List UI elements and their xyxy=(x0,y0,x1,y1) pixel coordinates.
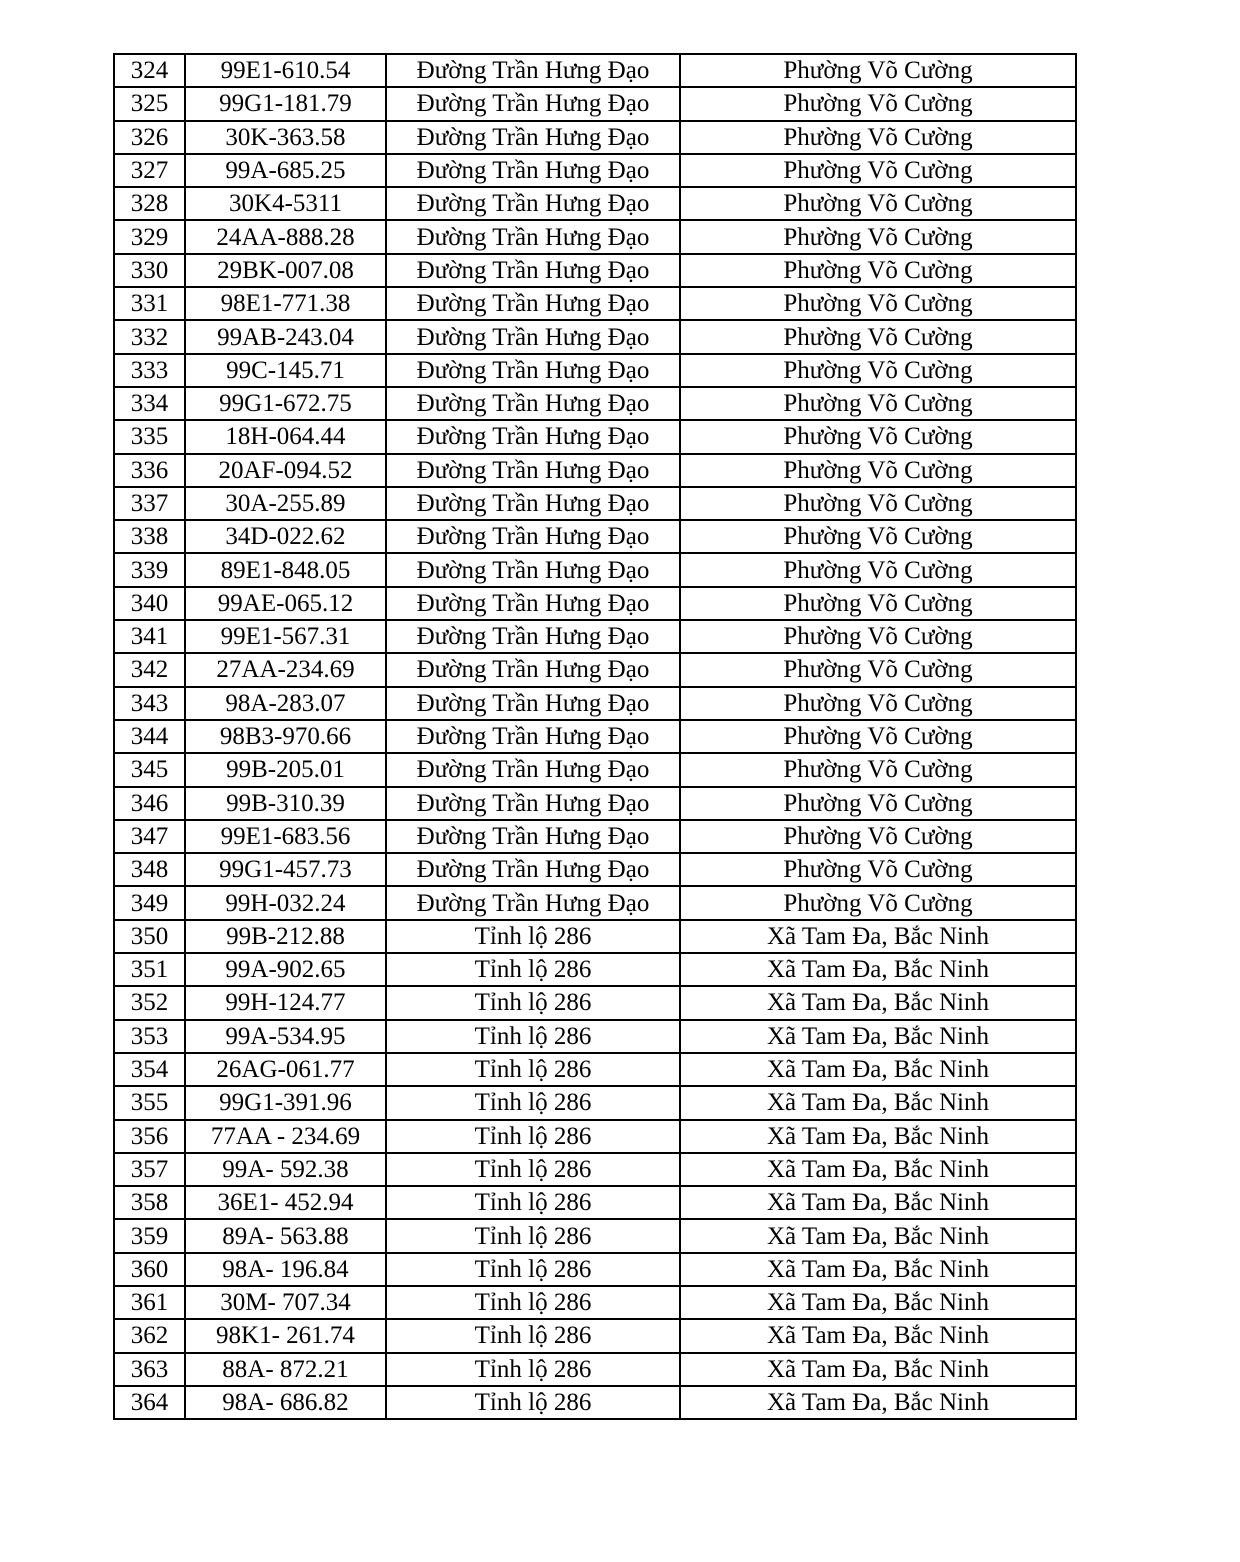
table-row xyxy=(114,121,1076,154)
road-cell: Tỉnh lộ 286 xyxy=(386,1386,680,1419)
ward-cell: Phường Võ Cường xyxy=(680,454,1076,487)
table-row xyxy=(114,354,1076,387)
table-row xyxy=(114,587,1076,620)
license-plate-cell: 27AA-234.69 xyxy=(185,653,386,686)
row-number-cell: 343 xyxy=(114,687,185,720)
road-cell: Đường Trần Hưng Đạo xyxy=(386,587,680,620)
row-number-cell: 350 xyxy=(114,920,185,953)
table-row xyxy=(114,1020,1076,1053)
row-number-cell: 347 xyxy=(114,820,185,853)
ward-cell: Phường Võ Cường xyxy=(680,121,1076,154)
table-row xyxy=(114,653,1076,686)
table-row xyxy=(114,687,1076,720)
license-plate-cell: 99G1-181.79 xyxy=(185,87,386,120)
ward-cell: Xã Tam Đa, Bắc Ninh xyxy=(680,1253,1076,1286)
table-row xyxy=(114,220,1076,253)
row-number-cell: 340 xyxy=(114,587,185,620)
row-number-cell: 358 xyxy=(114,1186,185,1219)
row-number-cell: 339 xyxy=(114,553,185,586)
road-cell: Tỉnh lộ 286 xyxy=(386,953,680,986)
row-number-cell: 332 xyxy=(114,320,185,353)
ward-cell: Xã Tam Đa, Bắc Ninh xyxy=(680,953,1076,986)
road-cell: Đường Trần Hưng Đạo xyxy=(386,720,680,753)
license-plate-cell: 99E1-567.31 xyxy=(185,620,386,653)
row-number-cell: 348 xyxy=(114,853,185,886)
ward-cell: Phường Võ Cường xyxy=(680,354,1076,387)
road-cell: Đường Trần Hưng Đạo xyxy=(386,553,680,586)
license-plate-cell: 99A-685.25 xyxy=(185,154,386,187)
license-plate-cell: 88A- 872.21 xyxy=(185,1353,386,1386)
license-plate-cell: 99A- 592.38 xyxy=(185,1153,386,1186)
table-row xyxy=(114,753,1076,786)
license-plate-cell: 99AB-243.04 xyxy=(185,320,386,353)
road-cell: Đường Trần Hưng Đạo xyxy=(386,387,680,420)
row-number-cell: 361 xyxy=(114,1286,185,1319)
road-cell: Đường Trần Hưng Đạo xyxy=(386,520,680,553)
ward-cell: Phường Võ Cường xyxy=(680,886,1076,919)
ward-cell: Xã Tam Đa, Bắc Ninh xyxy=(680,1053,1076,1086)
table-row xyxy=(114,720,1076,753)
license-plate-cell: 77AA - 234.69 xyxy=(185,1120,386,1153)
license-plate-cell: 99C-145.71 xyxy=(185,354,386,387)
road-cell: Đường Trần Hưng Đạo xyxy=(386,886,680,919)
road-cell: Tỉnh lộ 286 xyxy=(386,1053,680,1086)
row-number-cell: 346 xyxy=(114,787,185,820)
ward-cell: Phường Võ Cường xyxy=(680,54,1076,87)
row-number-cell: 363 xyxy=(114,1353,185,1386)
road-cell: Đường Trần Hưng Đạo xyxy=(386,154,680,187)
row-number-cell: 329 xyxy=(114,220,185,253)
row-number-cell: 356 xyxy=(114,1120,185,1153)
row-number-cell: 334 xyxy=(114,387,185,420)
ward-cell: Phường Võ Cường xyxy=(680,720,1076,753)
license-plate-cell: 89A- 563.88 xyxy=(185,1219,386,1252)
ward-cell: Phường Võ Cường xyxy=(680,87,1076,120)
row-number-cell: 338 xyxy=(114,520,185,553)
row-number-cell: 325 xyxy=(114,87,185,120)
row-number-cell: 327 xyxy=(114,154,185,187)
table-row xyxy=(114,320,1076,353)
ward-cell: Phường Võ Cường xyxy=(680,587,1076,620)
road-cell: Đường Trần Hưng Đạo xyxy=(386,454,680,487)
license-plate-cell: 89E1-848.05 xyxy=(185,553,386,586)
row-number-cell: 333 xyxy=(114,354,185,387)
license-plate-cell: 99A-902.65 xyxy=(185,953,386,986)
table-row xyxy=(114,1286,1076,1319)
license-plate-cell: 99E1-683.56 xyxy=(185,820,386,853)
table-row xyxy=(114,1219,1076,1252)
road-cell: Đường Trần Hưng Đạo xyxy=(386,320,680,353)
row-number-cell: 330 xyxy=(114,254,185,287)
ward-cell: Phường Võ Cường xyxy=(680,420,1076,453)
table-row xyxy=(114,853,1076,886)
row-number-cell: 335 xyxy=(114,420,185,453)
road-cell: Đường Trần Hưng Đạo xyxy=(386,653,680,686)
table-row xyxy=(114,953,1076,986)
license-plate-cell: 29BK-007.08 xyxy=(185,254,386,287)
ward-cell: Xã Tam Đa, Bắc Ninh xyxy=(680,1153,1076,1186)
road-cell: Tỉnh lộ 286 xyxy=(386,1319,680,1352)
license-plate-cell: 24AA-888.28 xyxy=(185,220,386,253)
license-plate-cell: 99E1-610.54 xyxy=(185,54,386,87)
ward-cell: Phường Võ Cường xyxy=(680,154,1076,187)
road-cell: Đường Trần Hưng Đạo xyxy=(386,753,680,786)
license-plate-cell: 98A-283.07 xyxy=(185,687,386,720)
ward-cell: Xã Tam Đa, Bắc Ninh xyxy=(680,1086,1076,1119)
table-row xyxy=(114,454,1076,487)
ward-cell: Phường Võ Cường xyxy=(680,254,1076,287)
table-row xyxy=(114,387,1076,420)
row-number-cell: 336 xyxy=(114,454,185,487)
license-plate-cell: 99G1-672.75 xyxy=(185,387,386,420)
ward-cell: Phường Võ Cường xyxy=(680,287,1076,320)
road-cell: Đường Trần Hưng Đạo xyxy=(386,287,680,320)
ward-cell: Xã Tam Đa, Bắc Ninh xyxy=(680,1286,1076,1319)
ward-cell: Xã Tam Đa, Bắc Ninh xyxy=(680,1353,1076,1386)
ward-cell: Xã Tam Đa, Bắc Ninh xyxy=(680,1120,1076,1153)
license-plate-cell: 98A- 196.84 xyxy=(185,1253,386,1286)
license-plate-cell: 98A- 686.82 xyxy=(185,1386,386,1419)
ward-cell: Phường Võ Cường xyxy=(680,320,1076,353)
ward-cell: Phường Võ Cường xyxy=(680,653,1076,686)
ward-cell: Xã Tam Đa, Bắc Ninh xyxy=(680,986,1076,1019)
license-plate-cell: 99B-310.39 xyxy=(185,787,386,820)
row-number-cell: 344 xyxy=(114,720,185,753)
row-number-cell: 354 xyxy=(114,1053,185,1086)
row-number-cell: 345 xyxy=(114,753,185,786)
road-cell: Đường Trần Hưng Đạo xyxy=(386,487,680,520)
table-row xyxy=(114,520,1076,553)
table-row xyxy=(114,1386,1076,1419)
ward-cell: Phường Võ Cường xyxy=(680,853,1076,886)
license-plate-cell: 18H-064.44 xyxy=(185,420,386,453)
table-row xyxy=(114,1153,1076,1186)
row-number-cell: 360 xyxy=(114,1253,185,1286)
table-row xyxy=(114,553,1076,586)
license-plate-cell: 99H-032.24 xyxy=(185,886,386,919)
road-cell: Đường Trần Hưng Đạo xyxy=(386,853,680,886)
license-plate-cell: 34D-022.62 xyxy=(185,520,386,553)
row-number-cell: 359 xyxy=(114,1219,185,1252)
ward-cell: Phường Võ Cường xyxy=(680,787,1076,820)
ward-cell: Phường Võ Cường xyxy=(680,753,1076,786)
table-row xyxy=(114,287,1076,320)
road-cell: Đường Trần Hưng Đạo xyxy=(386,354,680,387)
ward-cell: Phường Võ Cường xyxy=(680,387,1076,420)
row-number-cell: 326 xyxy=(114,121,185,154)
road-cell: Tỉnh lộ 286 xyxy=(386,986,680,1019)
table-row xyxy=(114,1319,1076,1352)
table-row xyxy=(114,1086,1076,1119)
road-cell: Tỉnh lộ 286 xyxy=(386,1219,680,1252)
ward-cell: Phường Võ Cường xyxy=(680,520,1076,553)
row-number-cell: 355 xyxy=(114,1086,185,1119)
row-number-cell: 353 xyxy=(114,1020,185,1053)
row-number-cell: 352 xyxy=(114,986,185,1019)
table-row xyxy=(114,787,1076,820)
license-plate-cell: 98E1-771.38 xyxy=(185,287,386,320)
table-row xyxy=(114,920,1076,953)
license-plate-cell: 98B3-970.66 xyxy=(185,720,386,753)
road-cell: Đường Trần Hưng Đạo xyxy=(386,254,680,287)
table-row xyxy=(114,254,1076,287)
road-cell: Đường Trần Hưng Đạo xyxy=(386,820,680,853)
table-row xyxy=(114,54,1076,87)
ward-cell: Xã Tam Đa, Bắc Ninh xyxy=(680,1386,1076,1419)
table-row xyxy=(114,87,1076,120)
road-cell: Đường Trần Hưng Đạo xyxy=(386,220,680,253)
table-row xyxy=(114,1353,1076,1386)
table-row xyxy=(114,1120,1076,1153)
row-number-cell: 328 xyxy=(114,187,185,220)
table-row xyxy=(114,1186,1076,1219)
road-cell: Đường Trần Hưng Đạo xyxy=(386,121,680,154)
road-cell: Tỉnh lộ 286 xyxy=(386,1020,680,1053)
table-row xyxy=(114,820,1076,853)
ward-cell: Xã Tam Đa, Bắc Ninh xyxy=(680,920,1076,953)
road-cell: Tỉnh lộ 286 xyxy=(386,1353,680,1386)
table-row xyxy=(114,420,1076,453)
row-number-cell: 337 xyxy=(114,487,185,520)
table-row xyxy=(114,154,1076,187)
ward-cell: Xã Tam Đa, Bắc Ninh xyxy=(680,1219,1076,1252)
license-plate-cell: 36E1- 452.94 xyxy=(185,1186,386,1219)
table-row xyxy=(114,1053,1076,1086)
ward-cell: Phường Võ Cường xyxy=(680,553,1076,586)
table-row xyxy=(114,487,1076,520)
ward-cell: Phường Võ Cường xyxy=(680,620,1076,653)
row-number-cell: 351 xyxy=(114,953,185,986)
row-number-cell: 362 xyxy=(114,1319,185,1352)
license-plate-cell: 30K4-5311 xyxy=(185,187,386,220)
license-plate-cell: 99G1-457.73 xyxy=(185,853,386,886)
ward-cell: Xã Tam Đa, Bắc Ninh xyxy=(680,1186,1076,1219)
road-cell: Tỉnh lộ 286 xyxy=(386,1120,680,1153)
row-number-cell: 357 xyxy=(114,1153,185,1186)
road-cell: Đường Trần Hưng Đạo xyxy=(386,420,680,453)
row-number-cell: 364 xyxy=(114,1386,185,1419)
road-cell: Tỉnh lộ 286 xyxy=(386,1186,680,1219)
license-plate-cell: 26AG-061.77 xyxy=(185,1053,386,1086)
road-cell: Đường Trần Hưng Đạo xyxy=(386,54,680,87)
table-row xyxy=(114,986,1076,1019)
license-plate-cell: 30A-255.89 xyxy=(185,487,386,520)
ward-cell: Phường Võ Cường xyxy=(680,187,1076,220)
road-cell: Tỉnh lộ 286 xyxy=(386,1153,680,1186)
road-cell: Đường Trần Hưng Đạo xyxy=(386,187,680,220)
road-cell: Đường Trần Hưng Đạo xyxy=(386,687,680,720)
table-row xyxy=(114,187,1076,220)
license-plate-cell: 99G1-391.96 xyxy=(185,1086,386,1119)
road-cell: Đường Trần Hưng Đạo xyxy=(386,620,680,653)
road-cell: Đường Trần Hưng Đạo xyxy=(386,787,680,820)
ward-cell: Xã Tam Đa, Bắc Ninh xyxy=(680,1319,1076,1352)
license-plate-cell: 30K-363.58 xyxy=(185,121,386,154)
road-cell: Tỉnh lộ 286 xyxy=(386,1286,680,1319)
table-row xyxy=(114,886,1076,919)
road-cell: Tỉnh lộ 286 xyxy=(386,920,680,953)
license-plate-cell: 20AF-094.52 xyxy=(185,454,386,487)
license-plate-cell: 99B-212.88 xyxy=(185,920,386,953)
row-number-cell: 324 xyxy=(114,54,185,87)
row-number-cell: 341 xyxy=(114,620,185,653)
ward-cell: Phường Võ Cường xyxy=(680,220,1076,253)
license-plate-cell: 98K1- 261.74 xyxy=(185,1319,386,1352)
ward-cell: Phường Võ Cường xyxy=(680,820,1076,853)
table-row xyxy=(114,620,1076,653)
table-row xyxy=(114,1253,1076,1286)
license-plate-cell: 99H-124.77 xyxy=(185,986,386,1019)
row-number-cell: 342 xyxy=(114,653,185,686)
ward-cell: Xã Tam Đa, Bắc Ninh xyxy=(680,1020,1076,1053)
violation-table xyxy=(113,53,1077,1420)
license-plate-cell: 99A-534.95 xyxy=(185,1020,386,1053)
row-number-cell: 349 xyxy=(114,886,185,919)
row-number-cell: 331 xyxy=(114,287,185,320)
road-cell: Tỉnh lộ 286 xyxy=(386,1253,680,1286)
road-cell: Tỉnh lộ 286 xyxy=(386,1086,680,1119)
license-plate-cell: 99AE-065.12 xyxy=(185,587,386,620)
ward-cell: Phường Võ Cường xyxy=(680,487,1076,520)
license-plate-cell: 30M- 707.34 xyxy=(185,1286,386,1319)
table-body xyxy=(114,54,1076,1419)
ward-cell: Phường Võ Cường xyxy=(680,687,1076,720)
road-cell: Đường Trần Hưng Đạo xyxy=(386,87,680,120)
license-plate-cell: 99B-205.01 xyxy=(185,753,386,786)
